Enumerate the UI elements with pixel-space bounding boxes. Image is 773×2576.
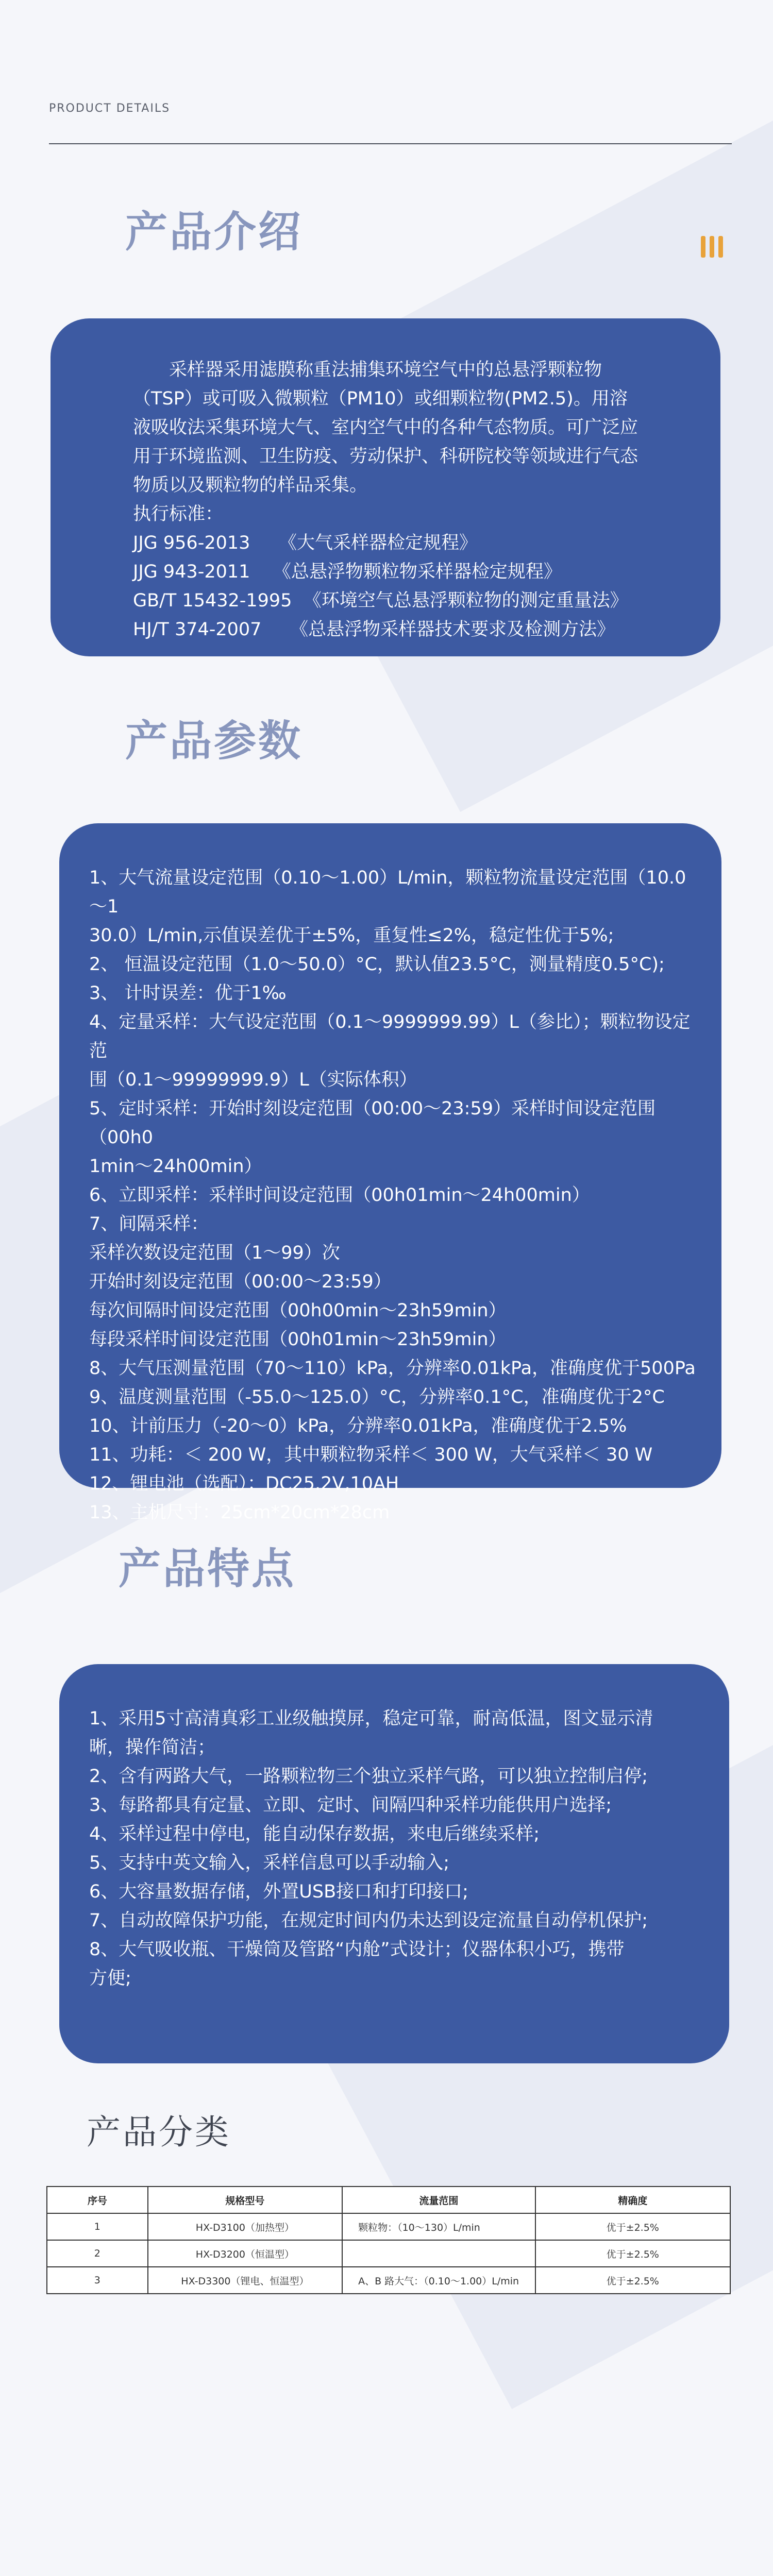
table-header-cell: 流量范围 bbox=[342, 2187, 535, 2213]
params-card bbox=[59, 823, 721, 1523]
param-line: 1min～24h00min） bbox=[89, 1156, 262, 1177]
accent-bars-icon bbox=[701, 236, 725, 262]
table-cell bbox=[342, 2240, 535, 2267]
table-cell: 优于±2.5% bbox=[535, 2240, 730, 2267]
table-row bbox=[47, 2267, 730, 2294]
table-header-cell: 序号 bbox=[47, 2187, 148, 2213]
standard-item: GB/T 15432-1995 《环境空气总悬浮颗粒物的测定重量法》 bbox=[133, 590, 628, 611]
section-title-category: 产品分类 bbox=[87, 2112, 231, 2152]
feature-line: 6、大容量数据存储，外置USB接口和打印接口; bbox=[89, 1882, 468, 1902]
standard-item: HJ/T 374-2007 《总悬浮物采样器技术要求及检测方法》 bbox=[133, 619, 615, 640]
section-title-params: 产品参数 bbox=[125, 717, 303, 766]
param-line: 10、计前压力（-20～0）kPa，分辨率0.01kPa，准确度优于2.5% bbox=[89, 1416, 627, 1436]
table-cell: HX-D3300（锂电、恒温型） bbox=[148, 2267, 342, 2294]
feature-line: 8、大气吸收瓶、干燥筒及管路“内舱”式设计；仪器体积小巧，携带 bbox=[89, 1939, 625, 1960]
section-title-intro: 产品介绍 bbox=[125, 208, 303, 257]
param-line: 采样次数设定范围（1～99）次 bbox=[89, 1243, 340, 1263]
feature-line: 5、支持中英文输入，采样信息可以手动输入; bbox=[89, 1853, 450, 1873]
header-divider bbox=[49, 143, 732, 144]
feature-line: 2、含有两路大气，一路颗粒物三个独立采样气路，可以独立控制启停; bbox=[89, 1766, 648, 1787]
param-line: 开始时刻设定范围（00:00～23:59） bbox=[89, 1272, 392, 1292]
table-cell: A、B 路大气：（0.10～1.00）L/min bbox=[342, 2267, 535, 2294]
param-line: 11、功耗：＜ 200 W，其中颗粒物采样＜ 300 W，大气采样＜ 30 W bbox=[89, 1445, 653, 1465]
feature-line: 方便; bbox=[89, 1968, 131, 1989]
table-cell: 1 bbox=[47, 2213, 148, 2240]
table-header-cell: 精确度 bbox=[535, 2187, 730, 2213]
param-line: 3、 计时误差：优于1‰ bbox=[89, 983, 287, 1004]
feature-line: 晰，操作简洁； bbox=[89, 1737, 216, 1758]
table-cell: 优于±2.5% bbox=[535, 2213, 730, 2240]
table-row bbox=[47, 2240, 730, 2267]
param-line: 4、定量采样：大气设定范围（0.1～9999999.99）L（参比）；颗粒物设定范 bbox=[89, 1012, 691, 1061]
param-line: 13、主机尺寸：25cm*20cm*28cm bbox=[89, 1502, 390, 1523]
table-header-row bbox=[47, 2187, 730, 2213]
intro-body: 采样器采用滤膜称重法捕集环境空气中的总悬浮颗粒物（TSP）或可吸入微颗粒（PM10）或细颗粒物(PM2.5)。用溶液吸收法采集环境大气、室内空气中的各种气态物质。可广泛应用于环境监测、卫生防疫、劳动保护、科研院校等领域进行气态物质以及颗粒物的样品采集。 bbox=[133, 360, 638, 496]
param-line: 1、大气流量设定范围（0.10～1.00）L/min，颗粒物流量设定范围（10.0～1 bbox=[89, 868, 686, 917]
table-cell: 优于±2.5% bbox=[535, 2267, 730, 2294]
table-cell: HX-D3100（加热型） bbox=[148, 2213, 342, 2240]
features-card bbox=[59, 1664, 729, 2063]
param-line: 8、大气压测量范围（70～110）kPa，分辨率0.01kPa，准确度优于500Pa bbox=[89, 1358, 696, 1379]
standards-label: 执行标准： bbox=[133, 504, 224, 524]
standard-item: JJG 956-2013 《大气采样器检定规程》 bbox=[133, 533, 478, 553]
param-line: 30.0）L/min,示值误差优于±5%，重复性≤2%，稳定性优于5%; bbox=[89, 925, 614, 946]
param-line: 每次间隔时间设定范围（00h00min～23h59min） bbox=[89, 1300, 507, 1321]
table-header-cell: 规格型号 bbox=[148, 2187, 342, 2213]
feature-line: 7、自动故障保护功能，在规定时间内仍未达到设定流量自动停机保护; bbox=[89, 1910, 648, 1931]
feature-line: 4、采样过程中停电，能自动保存数据，来电后继续采样; bbox=[89, 1824, 540, 1844]
category-table bbox=[46, 2186, 731, 2294]
param-line: 5、定时采样：开始时刻设定范围（00:00～23:59）采样时间设定范围（00h0 bbox=[89, 1098, 656, 1148]
product-details-label: PRODUCT DETAILS bbox=[49, 102, 171, 115]
table-cell: 颗粒物：（10～130）L/min bbox=[342, 2213, 535, 2240]
intro-card bbox=[51, 318, 720, 656]
standard-item: JJG 943-2011 《总悬浮物颗粒物采样器检定规程》 bbox=[133, 562, 562, 582]
param-line: 9、温度测量范围（-55.0～125.0）°C，分辨率0.1°C，准确度优于2°C bbox=[89, 1387, 665, 1408]
param-line: 12、锂电池（选配）：DC25.2V,10AH bbox=[89, 1473, 399, 1494]
param-line: 围（0.1～99999999.9）L（实际体积） bbox=[89, 1070, 417, 1090]
param-line: 2、 恒温设定范围（1.0～50.0）°C，默认值23.5°C，测量精度0.5°C); bbox=[89, 954, 665, 975]
table-cell: 3 bbox=[47, 2267, 148, 2294]
param-line: 7、间隔采样： bbox=[89, 1214, 209, 1234]
section-title-features: 产品特点 bbox=[119, 1545, 296, 1594]
feature-line: 3、每路都具有定量、立即、定时、间隔四种采样功能供用户选择; bbox=[89, 1795, 612, 1816]
feature-line: 1、采用5寸高清真彩工业级触摸屏，稳定可靠，耐高低温，图文显示清 bbox=[89, 1708, 653, 1729]
param-line: 每段采样时间设定范围（00h01min～23h59min） bbox=[89, 1329, 507, 1350]
table-row bbox=[47, 2213, 730, 2240]
table-cell: 2 bbox=[47, 2240, 148, 2267]
param-line: 6、立即采样：采样时间设定范围（00h01min～24h00min） bbox=[89, 1185, 590, 1206]
table-cell: HX-D3200（恒温型） bbox=[148, 2240, 342, 2267]
